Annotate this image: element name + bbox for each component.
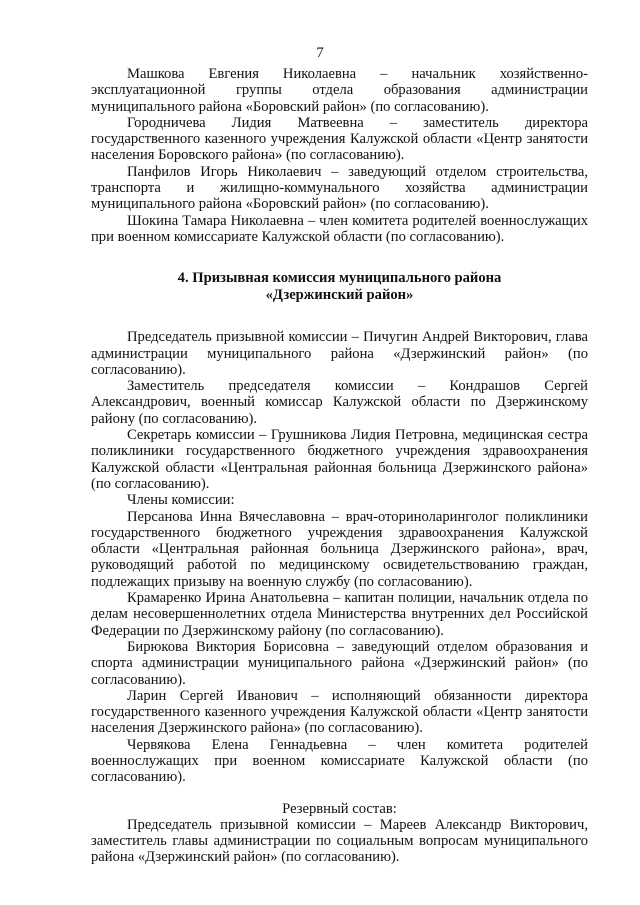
secretary-entry: Секретарь комиссии – Грушникова Лидия Петровна, медицинская сестра поликлиники государственного бюджетного учреждения здравоохранения Калужской области «Центральная районная больница Дзержинского района» (по согласованию). [91,427,588,492]
member-entry: Шокина Тамара Николаевна – член комитета родителей военнослужащих при военном комиссариате Калужской области (по согласованию). [91,212,588,245]
deputy-entry: Заместитель председателя комиссии – Кондрашов Сергей Александрович, военный комиссар Калужской области по Дзержинскому району (по согласованию). [91,378,588,427]
member-entry: Городничева Лидия Матвеевна – заместитель директора государственного казенного учреждения Калужской области «Центр занятости населения Боровского района» (по согласованию). [91,114,588,164]
section-heading-line1: 4. Призывная комиссия муниципального района [177,270,502,287]
section4-members [91,509,588,786]
members-label: Члены комиссии: [127,492,235,509]
member-entry: Персанова Инна Вячеславовна – врач-оториноларинголог поликлиники государственного бюджетного учреждения здравоохранения Калужской области «Центральная районная больница Дзержинского района», врач, руководящий работой по медицинскому освидетельствованию граждан, подлежащих призыву на военную службу (по согласованию). [91,508,588,590]
member-entry: Крамаренко Ирина Анатольевна – капитан полиции, начальник отдела по делам несовершеннолетних отдела Министерства внутренних дел Российской Федерации по Дзержинскому району (по согласованию). [91,590,588,639]
member-entry: Ларин Сергей Иванович – исполняющий обязанности директора государственного казенного учреждения Калужской области «Центр занятости населения Дзержинского района» (по согласованию). [91,687,588,737]
chairman-entry: Председатель призывной комиссии – Пичугин Андрей Викторович, глава администрации муниципального района «Дзержинский район» (по согласованию). [91,329,588,378]
page-number: 7 [316,45,324,61]
reserve-label: Резервный состав: [282,800,397,817]
member-entry: Бирюкова Виктория Борисовна – заведующий отделом образования и спорта администрации муниципального района «Дзержинский район» (по согласованию). [91,638,588,688]
member-entry: Червякова Елена Геннадьевна – член комитета родителей военнослужащих при военном комиссариате Калужской области (по согласованию). [91,736,588,786]
member-entry: Машкова Евгения Николаевна – начальник хозяйственно-эксплуатационной группы отдела образования администрации муниципального района «Боровский район» (по согласованию). [91,66,588,115]
section-heading [91,270,588,304]
member-entry: Панфилов Игорь Николаевич – заведующий отделом строительства, транспорта и жилищно-коммунального хозяйства администрации муниципального района «Боровский район» (по согласованию). [91,163,588,213]
document-body [91,66,588,866]
reserve-chairman-entry: Председатель призывной комиссии – Мареев Александр Викторович, заместитель главы администрации по социальным вопросам муниципального района «Дзержинский район» (по согласованию). [91,816,588,866]
section-heading-line2: «Дзержинский район» [265,287,414,304]
previous-section-members [91,66,588,245]
